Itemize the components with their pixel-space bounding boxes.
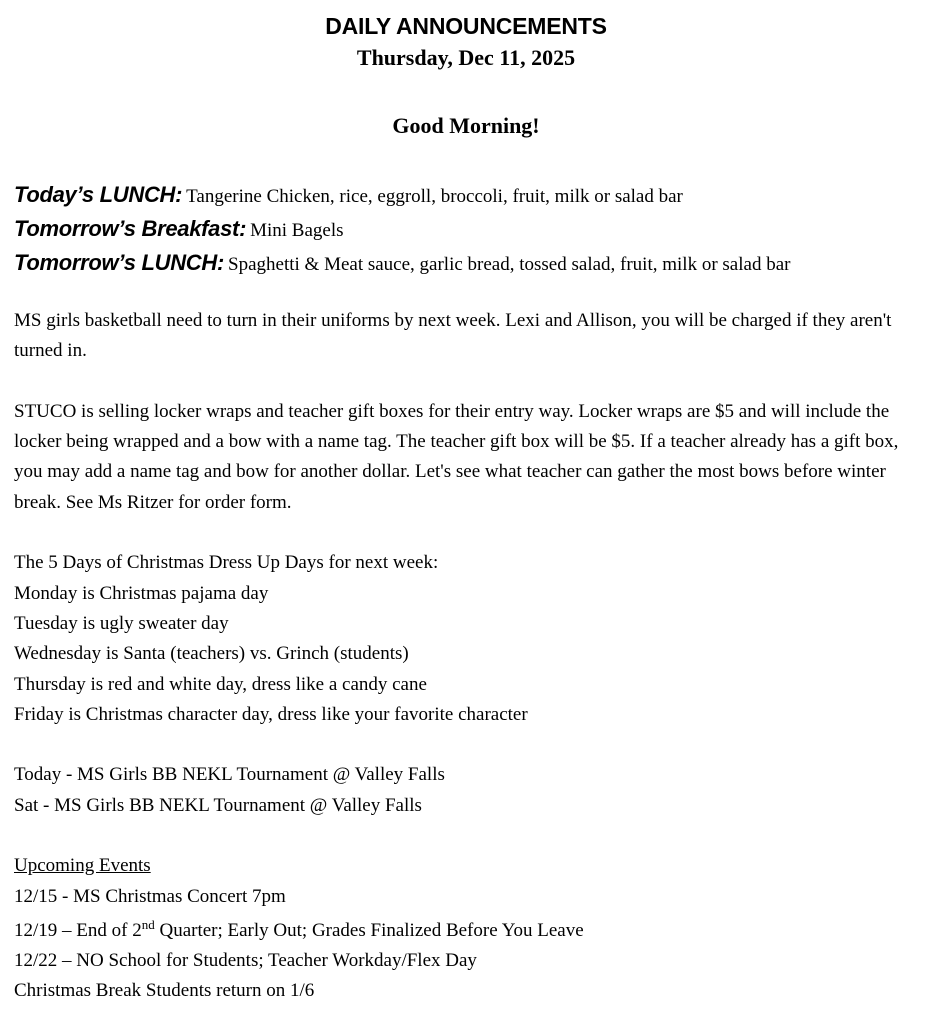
meal-row-tomorrow-breakfast: [14, 212, 918, 246]
event-quarter-post: Quarter; Early Out; Grades Finalized Before You Leave: [154, 919, 584, 941]
dress-up-days: [14, 548, 918, 730]
spacer: [14, 367, 918, 397]
tournament-item: Today - MS Girls BB NEKL Tournament @ Valley Falls: [14, 764, 445, 786]
meal-label: Tomorrow’s LUNCH:: [14, 250, 225, 275]
meal-label: Today’s LUNCH:: [14, 182, 183, 207]
dress-up-intro: The 5 Days of Christmas Dress Up Days for next week:: [14, 552, 439, 574]
greeting: Good Morning!: [392, 113, 540, 138]
event-quarter-pre: 12/19 – End of 2: [14, 919, 142, 941]
spacer: [14, 730, 918, 760]
event-workday: 12/22 – NO School for Students; Teacher Workday/Flex Day: [14, 949, 477, 971]
event-quarter-sup: nd: [141, 916, 155, 932]
event-concert: 12/15 - MS Christmas Concert 7pm: [14, 885, 286, 907]
meal-menu: [14, 178, 918, 280]
meal-row-tomorrow-lunch: [14, 246, 918, 280]
announcement-date: Thursday, Dec 11, 2025: [356, 45, 576, 70]
meal-label: Tomorrow’s Breakfast:: [14, 216, 247, 241]
event-christmas-break: Christmas Break Students return on 1/6: [14, 980, 315, 1002]
meal-text: Mini Bagels: [250, 220, 344, 241]
stuco-announcement: STUCO is selling locker wraps and teacher gift boxes for their entry way. Locker wraps are $5 and will include the locker being wrapped and a bow with a name tag. The teacher gift box will be $5. If a teacher already has a gift box, you may add a name tag and bow for another dollar. Let's see what teacher can gather the most bows before winter break. See Ms Ritzer for order form.: [14, 400, 899, 513]
dress-up-day: Thursday is red and white day, dress like a candy cane: [14, 673, 427, 695]
upcoming-events-heading: Upcoming Events: [14, 855, 151, 877]
meal-text: Spaghetti & Meat sauce, garlic bread, tossed salad, fruit, milk or salad bar: [228, 254, 791, 275]
tournament-schedule: [14, 760, 918, 821]
meal-row-today-lunch: [14, 178, 918, 212]
dress-up-day: Monday is Christmas pajama day: [14, 582, 269, 604]
tournament-item: Sat - MS Girls BB NEKL Tournament @ Valley Falls: [14, 794, 422, 816]
spacer: [14, 821, 918, 851]
meal-text: Tangerine Chicken, rice, eggroll, broccoli, fruit, milk or salad bar: [186, 186, 683, 207]
dress-up-day: Wednesday is Santa (teachers) vs. Grinch (students): [14, 643, 409, 665]
page-title: DAILY ANNOUNCEMENTS: [325, 13, 607, 39]
dress-up-day: Tuesday is ugly sweater day: [14, 612, 229, 634]
upcoming-heading-row: [14, 851, 918, 881]
basketball-announcement: MS girls basketball need to turn in their uniforms by next week. Lexi and Allison, you will be charged if they aren't turned in.: [14, 310, 892, 362]
upcoming-events: [14, 851, 918, 1006]
spacer: [14, 518, 918, 548]
event-end-of-quarter: [14, 912, 918, 946]
dress-up-day: Friday is Christmas character day, dress like your favorite character: [14, 703, 528, 725]
